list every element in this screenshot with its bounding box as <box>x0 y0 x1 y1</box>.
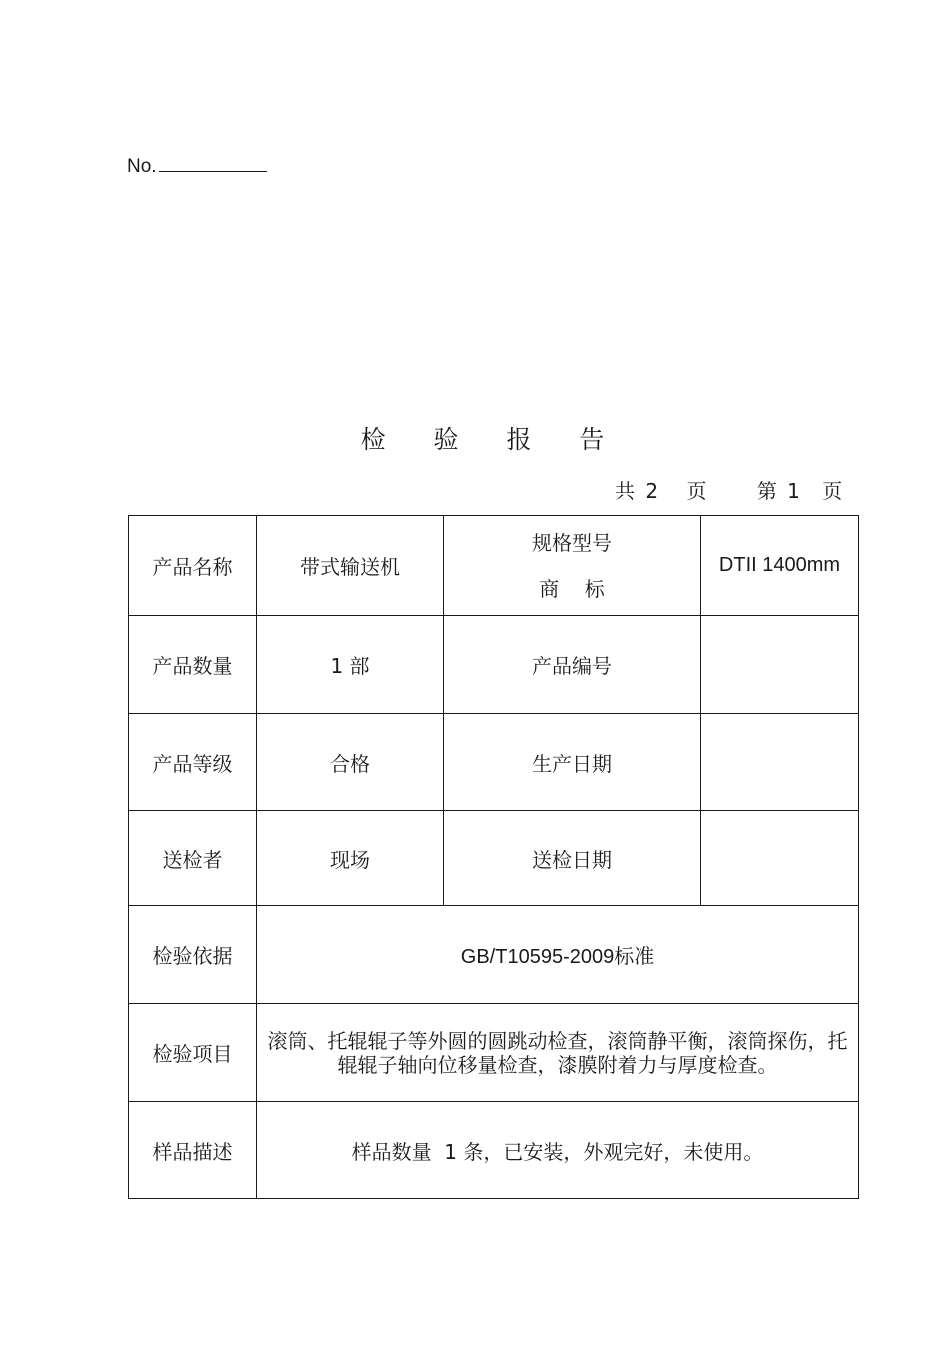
report-number-label: No. <box>127 156 157 177</box>
product-name-value: 带式输送机 <box>257 516 444 616</box>
total-pages: 2 <box>645 479 659 503</box>
grade-value: 合格 <box>257 714 444 811</box>
table-row <box>129 616 859 714</box>
spec-brand-label <box>444 516 701 616</box>
quantity-value: 1 部 <box>257 616 444 714</box>
total-prefix: 共 <box>615 479 635 503</box>
table-row <box>129 516 859 616</box>
product-name-label: 产品名称 <box>129 516 257 616</box>
production-date-value <box>701 714 859 811</box>
report-number-blank <box>159 153 267 172</box>
items-label: 检验项目 <box>129 1004 257 1102</box>
production-date-label: 生产日期 <box>444 714 701 811</box>
grade-label: 产品等级 <box>129 714 257 811</box>
table-row <box>129 811 859 906</box>
page-info <box>615 475 842 504</box>
submitter-value: 现场 <box>257 811 444 906</box>
table-row <box>129 1102 859 1199</box>
report-table <box>128 515 859 1199</box>
current-page: 1 <box>787 479 800 503</box>
report-number <box>127 153 267 178</box>
basis-value: GB/T10595-2009标准 <box>257 906 859 1004</box>
page-title: 检 验 报 告 <box>360 425 625 454</box>
items-value: 滚筒、托辊辊子等外圆的圆跳动检查，滚筒静平衡，滚筒探伤，托辊辊子轴向位移量检查，漆膜附着力与厚度检查。 <box>257 1004 859 1102</box>
table-row <box>129 1004 859 1102</box>
sample-value: 样品数量 1 条，已安装，外观完好，未使用。 <box>257 1102 859 1199</box>
quantity-label: 产品数量 <box>129 616 257 714</box>
sample-label: 样品描述 <box>129 1102 257 1199</box>
table-row <box>129 714 859 811</box>
brand-label: 商 标 <box>539 576 605 601</box>
spec-model-label: 规格型号 <box>532 530 612 555</box>
basis-label: 检验依据 <box>129 906 257 1004</box>
spec-model-value: DTII 1400mm <box>701 516 859 616</box>
product-code-label: 产品编号 <box>444 616 701 714</box>
current-unit: 页 <box>822 479 843 503</box>
total-unit: 页 <box>686 479 707 503</box>
submit-date-value <box>701 811 859 906</box>
submit-date-label: 送检日期 <box>444 811 701 906</box>
current-prefix: 第 <box>756 479 777 503</box>
submitter-label: 送检者 <box>129 811 257 906</box>
product-code-value <box>701 616 859 714</box>
table-row <box>129 906 859 1004</box>
